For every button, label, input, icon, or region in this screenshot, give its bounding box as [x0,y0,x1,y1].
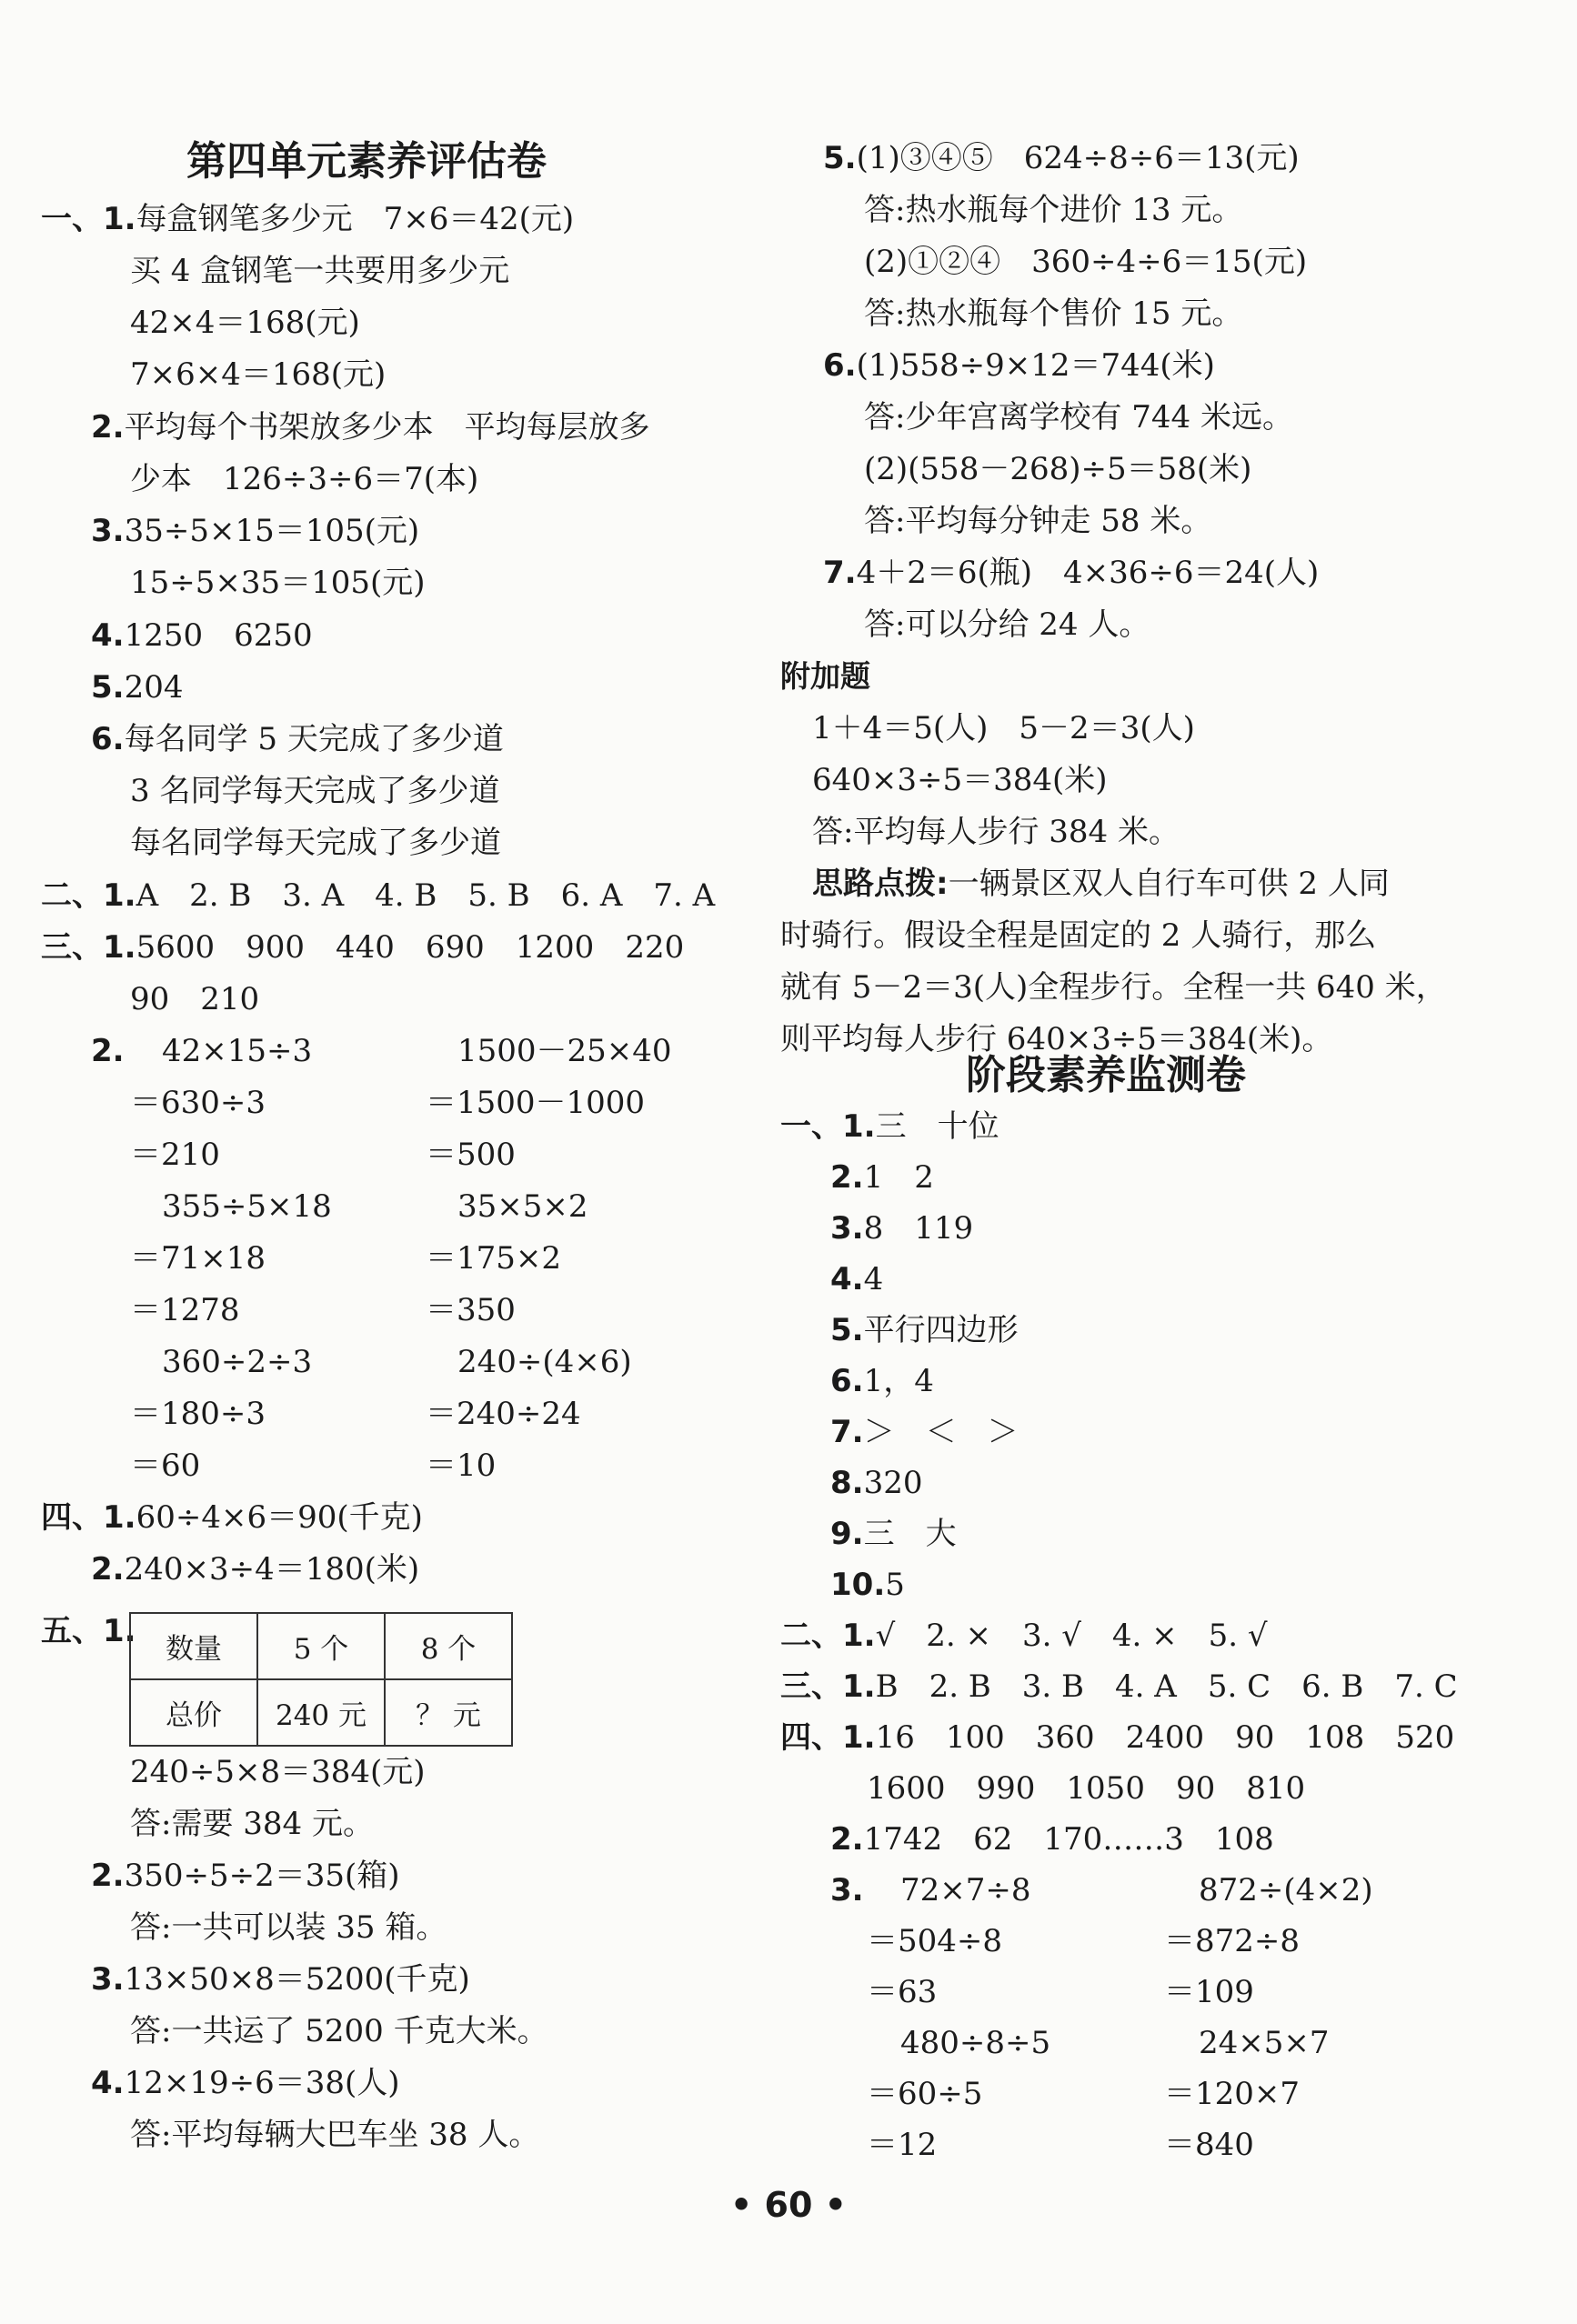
answer-line [91,666,183,709]
question-number: 5. [830,1312,864,1348]
hint-line: 则平均每人步行 640×3÷5＝384(米)。 [780,1021,1333,1057]
answer-text: 买 4 盒钢笔一共要用多少元 [130,253,510,289]
answer-line [867,1767,1305,1810]
answer-line [864,188,1242,232]
answer-line [91,614,313,657]
answer-text: ＞ ＜ ＞ [863,1414,1019,1450]
answer-text: 答:热水瓶每个进价 13 元。 [864,192,1243,228]
answer-line [130,977,259,1021]
answer-text: 35÷5×15＝105(元) [124,513,420,549]
question-number: 2. [91,1033,125,1069]
answer-text: 1742 62 170……3 108 [863,1821,1274,1858]
answer-text: 5600 900 440 690 1200 220 [136,929,685,966]
answer-line [830,1512,957,1556]
answer-text: 60÷4×6＝90(千克) [136,1499,423,1536]
answer-line [130,1802,374,1846]
question-number: 四、1. [41,1499,136,1536]
answer-text: 240÷5×8＝384(元) [130,1754,426,1790]
answer-text: 4＋2＝6(瓶) 4×36÷6＝24(人) [856,555,1320,591]
answer-line [780,1665,1458,1708]
question-number: 6. [91,721,125,757]
answer-text: 少本 126÷3÷6＝7(本) [130,461,479,497]
answer-line [780,1716,1454,1759]
answer-text: 8 119 [863,1210,974,1247]
calc-step: ＝60 [130,1447,201,1484]
answer-line [130,457,478,501]
answer-line [91,1548,419,1591]
question-number: 二、1. [780,1618,876,1654]
answer-text: 1250 6250 [124,617,313,654]
answer-line [91,717,504,761]
hint-text: 一辆景区双人自行车可供 2 人同 [948,866,1390,902]
answer-line [91,2061,400,2105]
answer-line [823,344,1215,387]
calc-step: ＝504÷8 [867,1923,1003,1959]
calc-step: 240÷(4×6) [457,1344,632,1380]
calc-step: ＝60÷5 [867,2076,983,2112]
calc-step: ＝840 [1164,2127,1254,2163]
question-number: 四、1. [780,1719,876,1756]
calc-step: ＝12 [867,2127,938,2163]
answer-text: (1)③④⑤ 624÷8÷6＝13(元) [856,140,1300,176]
question-number: 三、1. [41,929,136,966]
calc-step: ＝240÷24 [426,1396,581,1432]
answer-line [823,551,1319,595]
answer-line [91,1854,400,1898]
table-cell: 总价 [130,1679,257,1746]
answer-line [41,197,574,241]
calc-step: 35×5×2 [457,1188,588,1225]
answer-line [130,301,360,345]
answer-line [41,1496,423,1539]
calc-step: ＝180÷3 [130,1396,266,1432]
answer-text: 15÷5×35＝105(元) [130,565,426,601]
answer-line [864,603,1150,646]
question-number: 9. [830,1516,864,1552]
table-row [130,1613,512,1679]
calc-step: ＝350 [426,1292,516,1328]
calc-step: ＝10 [426,1447,497,1484]
question-number: 3. [830,1872,864,1908]
answer-text: 每名同学 5 天完成了多少道 [124,721,504,757]
question-number: 3. [91,513,125,549]
question-number: 6. [823,347,857,384]
answer-text: 平行四边形 [863,1312,1019,1348]
question-number: 2. [91,1551,125,1588]
calc-step: ＝630÷3 [130,1085,266,1121]
answer-line [130,1906,447,1949]
section-title: 阶段素养监测卷 [966,1052,1246,1098]
table-cell: 240 元 [257,1679,385,1746]
answer-text: 答:少年宫离学校有 744 米远。 [864,399,1293,436]
answer-text: 1 2 [863,1159,934,1196]
answer-text: 答:需要 384 元。 [130,1806,374,1842]
answer-text: 204 [124,669,184,706]
answer-text: 答:热水瓶每个售价 15 元。 [864,296,1243,332]
answer-line: 答:平均每人步行 384 米。 [812,814,1180,850]
left-title: 第四单元素养评估卷 [186,138,547,185]
answer-text: 16 100 360 2400 90 108 520 [875,1719,1455,1756]
table-cell: 5 个 [257,1613,385,1679]
calc-step: ＝63 [867,1974,938,2010]
answer-text: 12×19÷6＝38(人) [124,2065,400,2101]
answer-text: 每盒钢笔多少元 7×6＝42(元) [136,201,575,237]
calc-step: 360÷2÷3 [162,1344,313,1380]
hint-line: 就有 5－2＝3(人)全程步行。全程一共 640 米， [780,969,1447,1006]
answer-text: 7×6×4＝168(元) [130,356,387,393]
question-number: 3. [91,1961,125,1998]
answer-line [830,1207,973,1250]
question-number: 4. [91,2065,125,2101]
calc-step: ＝210 [130,1137,220,1173]
hint-line [812,862,1390,906]
answer-text: (2)①②④ 360÷4÷6＝15(元) [864,244,1308,280]
answer-line [864,240,1307,284]
calc-step: 1500－25×40 [457,1033,672,1069]
answer-line [91,406,650,449]
question-number: 5. [91,669,125,706]
answer-line [864,447,1251,491]
answer-line [830,1308,1019,1352]
calc-step: ＝109 [1164,1974,1254,2010]
answer-text: 答:平均每辆大巴车坐 38 人。 [130,2117,540,2153]
answer-line [130,2009,548,2053]
answer-text: 答:一共运了 5200 千克大米。 [130,2013,548,2049]
answer-line [130,2113,539,2157]
answer-line [830,1563,905,1607]
answer-text: 答:一共可以装 35 箱。 [130,1909,447,1946]
table-cell: 8 个 [385,1613,512,1679]
answer-line [91,1958,470,2001]
answer-text: (2)(558－268)÷5＝58(米) [864,451,1252,487]
extra-heading: 附加题 [780,658,870,694]
question-number: 2. [830,1821,864,1858]
answer-line [130,769,499,813]
answer-text: √ 2. × 3. √ 4. × 5. √ [875,1618,1268,1654]
answer-line [130,249,509,293]
answer-line [41,926,684,969]
question-number: 2. [830,1159,864,1196]
answer-text: 1，4 [863,1363,934,1399]
question-number: 三、1. [780,1668,876,1705]
calc-step: 42×15÷3 [162,1033,313,1069]
question-number: 一、1. [41,201,136,237]
question-number: 7. [830,1414,864,1450]
answer-text: 三 大 [863,1516,957,1552]
answer-line [830,1156,934,1199]
table-cell: 数量 [130,1613,257,1679]
question-number: 五、1. [41,1613,136,1649]
answer-line [830,1818,1274,1861]
answer-line: 1＋4＝5(人) 5－2＝3(人) [812,710,1195,746]
page-number: • 60 • [730,2185,847,2225]
answer-text: 350÷5÷2＝35(箱) [124,1858,400,1894]
answer-line [830,1257,883,1301]
answer-line [864,499,1211,543]
answer-line [780,1105,999,1148]
calc-step: ＝71×18 [130,1240,266,1277]
answer-text: 42×4＝168(元) [130,305,360,341]
answer-text: 3 名同学每天完成了多少道 [130,773,500,809]
answer-text: 平均每个书架放多少本 平均每层放多 [124,409,650,446]
answer-line [130,561,426,605]
answer-text: A 2. B 3. A 4. B 5. B 6. A 7. A [136,877,716,914]
question-number: 一、1. [780,1108,876,1145]
answer-text: B 2. B 3. B 4. A 5. C 6. B 7. C [875,1668,1458,1705]
answer-line [830,1359,934,1403]
calc-step: 355÷5×18 [162,1188,332,1225]
answer-text: 1600 990 1050 90 810 [867,1770,1306,1807]
answer-line [864,396,1293,439]
question-number: 4. [830,1261,864,1297]
question-number: 3. [830,1210,864,1247]
answer-line [41,874,715,917]
question-number: 8. [830,1465,864,1501]
table-cell: ？ 元 [385,1679,512,1746]
answer-line [91,509,419,553]
answer-line [830,1410,1019,1454]
answer-line [864,292,1242,336]
calc-step: ＝175×2 [426,1240,562,1277]
answer-line [130,353,386,396]
hint-line: 时骑行。假设全程是固定的 2 人骑行，那么 [780,917,1377,954]
answer-text: 240×3÷4＝180(米) [124,1551,420,1588]
table-row [130,1679,512,1746]
calc-step: ＝1278 [130,1292,240,1328]
calc-step: ＝1500－1000 [426,1085,646,1121]
answer-line [830,1461,922,1505]
answer-text: 三 十位 [875,1108,999,1145]
calc-step: 480÷8÷5 [900,2025,1051,2061]
calc-step: ＝500 [426,1137,516,1173]
question-number: 4. [91,617,125,654]
question-number: 5. [823,140,857,176]
calc-step: ＝872÷8 [1164,1923,1301,1959]
answer-line [823,136,1300,180]
quantity-price-table [129,1612,513,1747]
calc-step: 24×5×7 [1199,2025,1330,2061]
calc-step: ＝120×7 [1164,2076,1301,2112]
answer-line [780,1614,1268,1658]
hint-label: 思路点拨: [812,866,949,902]
answer-text: 90 210 [130,981,260,1017]
answer-line: 640×3÷5＝384(米) [812,762,1108,798]
answer-text: 320 [863,1465,923,1501]
answer-text: 答:平均每分钟走 58 米。 [864,503,1212,539]
question-number: 6. [830,1363,864,1399]
answer-text: 4 [863,1261,884,1297]
calc-step: 72×7÷8 [900,1872,1031,1908]
question-number: 2. [91,1858,125,1894]
answer-text: 13×50×8＝5200(千克) [124,1961,470,1998]
question-number: 2. [91,409,125,446]
answer-text: 每名同学每天完成了多少道 [130,825,501,861]
answer-text: 5 [885,1567,905,1603]
answer-text: (1)558÷9×12＝744(米) [856,347,1215,384]
answer-line [130,1750,426,1794]
answer-text: 答:可以分给 24 人。 [864,606,1150,643]
question-number: 10. [830,1567,886,1603]
answer-line [130,821,501,865]
calc-step: 872÷(4×2) [1199,1872,1373,1908]
question-number: 二、1. [41,877,136,914]
question-number: 7. [823,555,857,591]
